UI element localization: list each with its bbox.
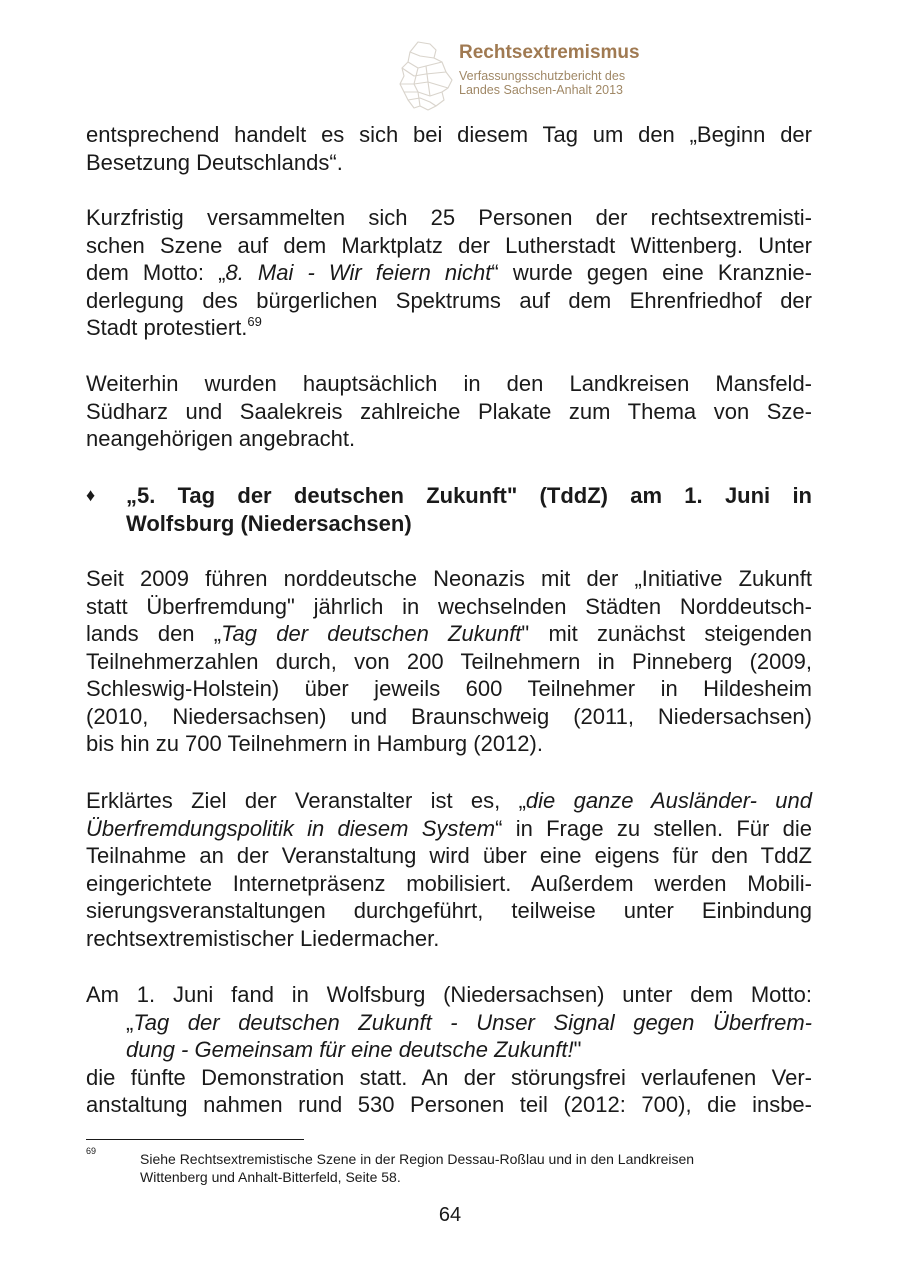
page-header xyxy=(396,40,696,116)
text-line: Besetzung Deutschlands“. xyxy=(86,149,343,175)
text-line: rechtsextremistischer Liedermacher. xyxy=(86,925,440,951)
motto-italic: Tag der deutschen Zukunft - Unser Signal gegen Überfrem- xyxy=(133,1009,812,1035)
text-line: derlegung des bürgerlichen Spektrums auf dem Ehrenfriedhof der xyxy=(86,287,812,313)
footnote-line: Siehe Rechtsextremistische Szene in der Region Dessau-Roßlau und in den Landkreisen xyxy=(140,1151,695,1167)
text-line: schen Szene auf dem Marktplatz der Lutherstadt Wittenberg. Unter xyxy=(86,232,812,258)
text-line: lands den „Tag der deutschen Zukunft" mit zunächst steigenden xyxy=(86,621,812,646)
text-line: Stadt protestiert.$^{69}$ xyxy=(86,314,262,340)
motto-italic: 8. Mai - Wir feiern nicht xyxy=(225,260,492,285)
diamond-bullet-icon: ♦ xyxy=(86,485,96,505)
paragraph-3 xyxy=(86,370,812,453)
quote-italic: die ganze Ausländer- und xyxy=(525,788,812,813)
text-line: Weiterhin wurden hauptsächlich in den Landkreisen Mansfeld- xyxy=(86,371,812,396)
text-line: anstaltung nahmen rund 530 Personen teil (2012: 700), die insbe- xyxy=(86,1092,812,1117)
text-line: Am 1. Juni fand in Wolfsburg (Niedersachsen) unter dem Motto: xyxy=(86,982,812,1007)
text-line: neangehörigen angebracht. xyxy=(86,426,356,451)
page-number: 64 xyxy=(438,1204,462,1226)
paragraph-5 xyxy=(86,787,812,952)
heading-line: Wolfsburg (Niedersachsen) xyxy=(126,510,412,536)
motto-italic: dung - Gemeinsam für eine deutsche Zukunft! xyxy=(126,1037,574,1062)
text-line: entsprechend handelt es sich bei diesem Tag um den „Beginn der xyxy=(86,122,812,147)
text-line: bis hin zu 700 Teilnehmern in Hamburg (2012). xyxy=(86,731,543,756)
footnote-line: Wittenberg und Anhalt-Bitterfeld, Seite 58. xyxy=(140,1169,401,1185)
text-line: Überfremdungspolitik in diesem System“ in Frage zu stellen. Für die xyxy=(86,815,812,841)
text-line: Teilnahme an der Veranstaltung wird über eine eigens für den TddZ xyxy=(86,843,812,868)
paragraph-6 xyxy=(86,981,812,1119)
section-heading xyxy=(86,482,812,537)
footnote-divider xyxy=(86,1139,304,1140)
footnote-number: 69 xyxy=(86,1146,97,1156)
paragraph-4 xyxy=(86,565,812,758)
heading-line: „5. Tag der deutschen Zukunft" (TddZ) am 1. Juni in xyxy=(126,483,812,508)
text-line: sierungsveranstaltungen durchgeführt, teilweise unter Einbindung xyxy=(86,898,812,923)
text-line: die fünfte Demonstration statt. An der störungsfrei verlaufenen Ver- xyxy=(86,1064,812,1090)
text-line: (2010, Niedersachsen) und Braunschweig (2011, Niedersachsen) xyxy=(86,703,812,729)
quote-italic: Überfremdungspolitik in diesem System xyxy=(86,815,496,841)
text-line: dem Motto: „8. Mai - Wir feiern nicht“ wurde gegen eine Kranznie- xyxy=(86,260,812,285)
text-line: Kurzfristig versammelten sich 25 Personen der rechtsextremisti- xyxy=(86,205,812,230)
sachsen-anhalt-map-outline-icon xyxy=(396,40,456,112)
text-line: Erklärtes Ziel der Veranstalter ist es, „die ganze Ausländer- und xyxy=(86,788,812,813)
text-line: Teilnehmerzahlen durch, von 200 Teilnehmern in Pinneberg (2009, xyxy=(86,648,812,674)
footnote-text xyxy=(140,1150,800,1186)
event-name-italic: Tag der deutschen Zukunft xyxy=(221,621,522,646)
text-line: Seit 2009 führen norddeutsche Neonazis mit der „Initiative Zukunft xyxy=(86,566,812,591)
text-line: eingerichtete Internetpräsenz mobilisiert. Außerdem werden Mobili- xyxy=(86,870,812,896)
text-line: Schleswig-Holstein) über jeweils 600 Teilnehmer in Hildesheim xyxy=(86,676,812,701)
text-line: Südharz und Saalekreis zahlreiche Plakate zum Thema von Sze- xyxy=(86,398,812,424)
footnote-reference: 69 xyxy=(247,314,262,329)
text-line: statt Überfremdung" jährlich in wechselnden Städten Norddeutsch- xyxy=(86,593,812,619)
report-subtitle-line-2: Landes Sachsen-Anhalt 2013 xyxy=(459,83,624,97)
paragraph-1 xyxy=(86,121,812,176)
paragraph-2 xyxy=(86,204,812,342)
report-title: Rechtsextremismus xyxy=(459,42,640,63)
text-line: dung - Gemeinsam für eine deutsche Zukunft!" xyxy=(126,1037,582,1062)
text-line: „Tag der deutschen Zukunft - Unser Signal gegen Überfrem- xyxy=(126,1009,812,1035)
report-subtitle-line-1: Verfassungsschutzbericht des xyxy=(459,69,626,83)
